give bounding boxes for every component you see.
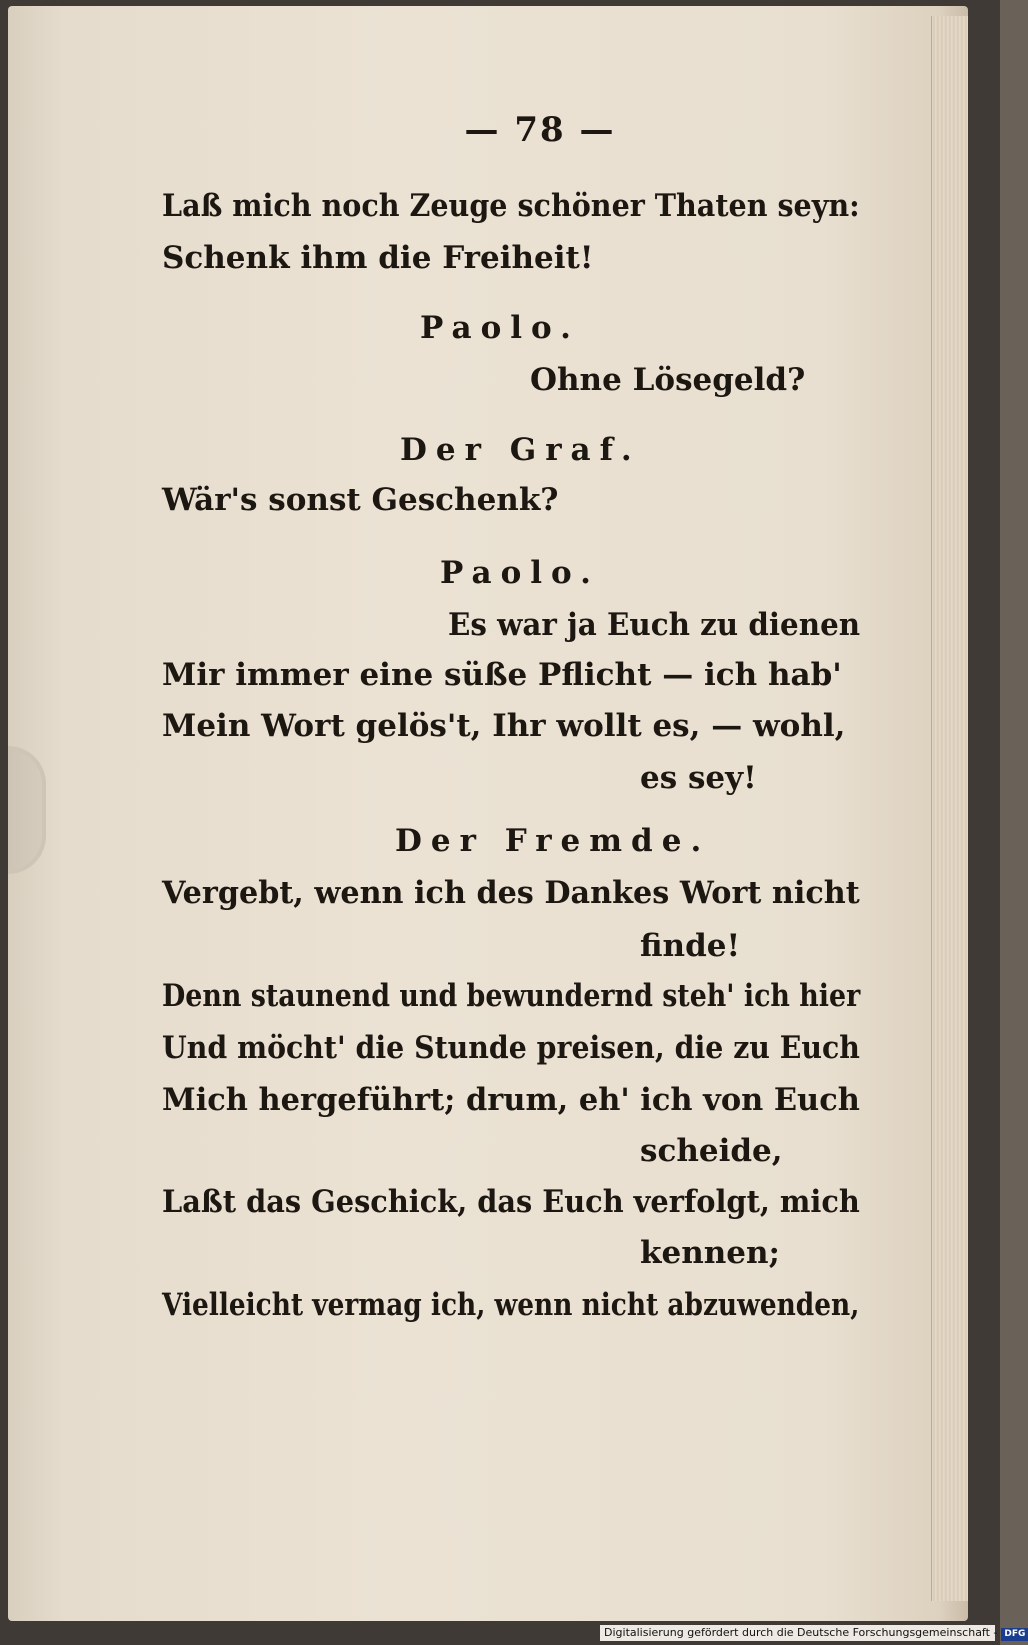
- verse-line: Es war ja Euch zu dienen: [448, 607, 861, 643]
- dfg-logo: DFG: [1001, 1628, 1028, 1641]
- verse-line: Vergebt, wenn ich des Dankes Wort nicht: [162, 875, 860, 911]
- digitization-footer: [600, 1625, 1026, 1641]
- binding-clasp: [8, 746, 46, 874]
- verse-line: Laß mich noch Zeuge schöner Thaten seyn:: [162, 188, 860, 224]
- verse-line: Laßt das Geschick, das Euch verfolgt, mich: [162, 1184, 860, 1220]
- speaker-name: Paolo.: [440, 555, 600, 591]
- verse-line: es sey!: [640, 760, 757, 796]
- verse-line: Schenk ihm die Freiheit!: [162, 240, 594, 276]
- speaker-name: Paolo.: [420, 310, 580, 346]
- speaker-name: Der Fremde.: [395, 823, 711, 859]
- verse-line: Ohne Lösegeld?: [530, 362, 806, 398]
- verse-line: Mein Wort gelös't, Ihr wollt es, — wohl,: [162, 708, 846, 744]
- footer-text: Digitalisierung gefördert durch die Deutsche Forschungsgemeinschaft -: [604, 1626, 998, 1639]
- verse-line: Wär's sonst Geschenk?: [162, 482, 559, 518]
- verse-line: scheide,: [640, 1133, 783, 1169]
- verse-line: Denn staunend und bewundernd steh' ich hier: [162, 978, 861, 1014]
- speaker-name: Der Graf.: [400, 432, 641, 468]
- verse-line: Mir immer eine süße Pflicht — ich hab': [162, 657, 842, 693]
- page-edge: [931, 16, 968, 1601]
- page-number: — 78 —: [464, 110, 616, 150]
- verse-line: Vielleicht vermag ich, wenn nicht abzuwenden,: [162, 1287, 860, 1323]
- verse-line: Mich hergeführt; drum, eh' ich von Euch: [162, 1082, 860, 1118]
- verse-line: kennen;: [640, 1235, 780, 1271]
- verse-line: Und möcht' die Stunde preisen, die zu Euch: [162, 1030, 860, 1066]
- verse-line: finde!: [640, 928, 741, 964]
